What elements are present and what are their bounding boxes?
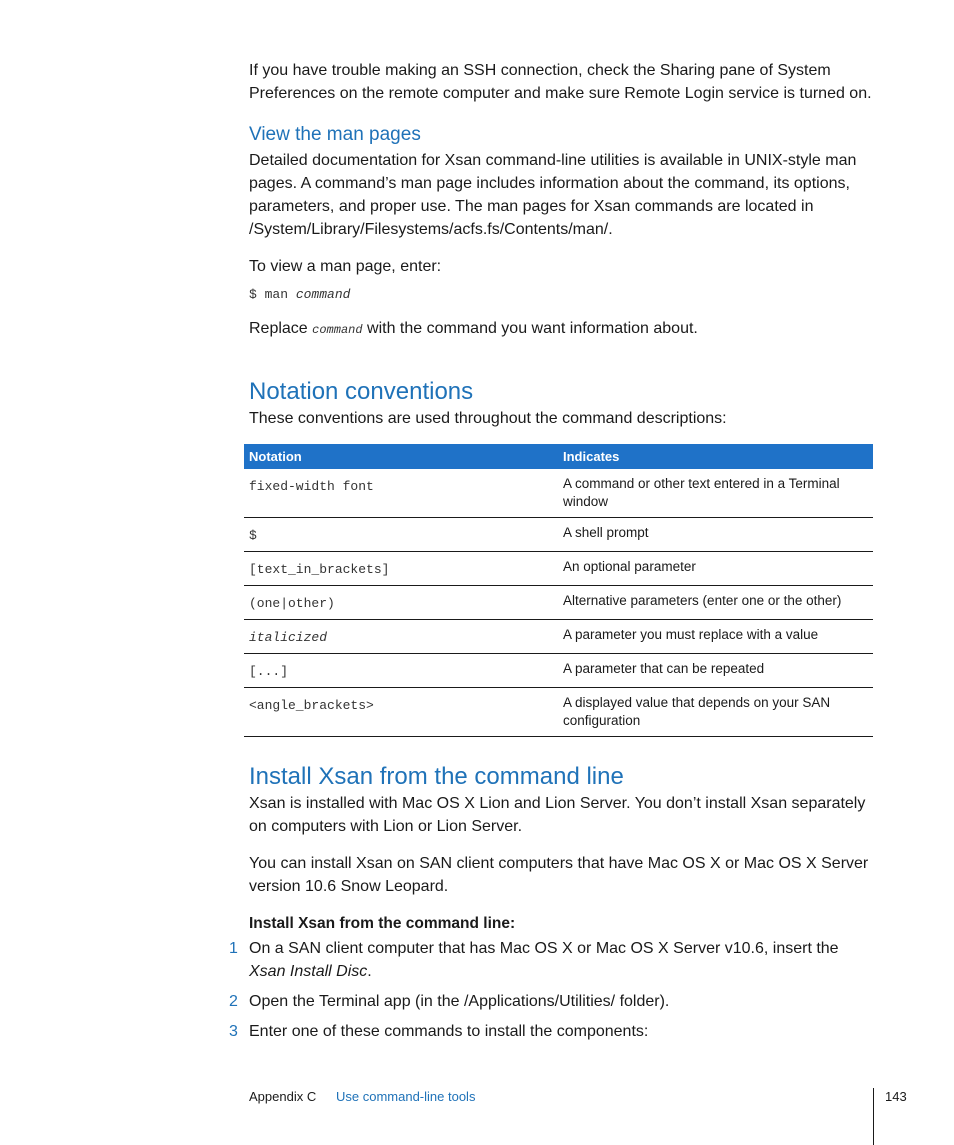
notation-cell: fixed-width font: [244, 469, 558, 518]
man-pages-paragraph: Detailed documentation for Xsan command-line utilities is available in UNIX-style man pages. A command’s man page includes information about the command, its options, parameters, and proper use. The man pages for Xsan commands are located in /System/Library/Filesystems/acfs.fs/Contents/man/.: [249, 152, 857, 238]
install-paragraph-2: You can install Xsan on SAN client computers that have Mac OS X or Mac OS X Server version 10.6 Snow Leopard.: [249, 855, 869, 895]
steps-heading: Install Xsan from the command line:: [249, 915, 516, 932]
step-1-text: [249, 937, 879, 983]
man-pages-heading: View the man pages: [249, 124, 421, 145]
view-man-page-label: To view a man page, enter:: [249, 258, 442, 275]
step-number-3: 3: [229, 1023, 238, 1040]
notation-cell: (one|other): [244, 586, 558, 620]
table-row: [244, 518, 873, 552]
indicates-cell: A parameter that can be repeated: [558, 654, 873, 688]
table-row: [244, 620, 873, 654]
step-1-main: On a SAN client computer that has Mac OS X or Mac OS X Server v10.6, insert the: [249, 940, 839, 957]
notation-cell: [...]: [244, 654, 558, 688]
replace-before: Replace: [249, 320, 313, 337]
conventions-intro: These conventions are used throughout the command descriptions:: [249, 410, 727, 427]
indicates-cell: An optional parameter: [558, 552, 873, 586]
column-header-indicates: Indicates: [558, 444, 873, 469]
step-number-2: 2: [229, 993, 238, 1010]
footer-appendix: Appendix C: [249, 1089, 317, 1104]
replace-code: command: [312, 323, 363, 337]
table-row: [244, 469, 873, 518]
table-row: [244, 654, 873, 688]
step-1-disc-name: Xsan Install Disc: [249, 963, 368, 980]
indicates-cell: A parameter you must replace with a value: [558, 620, 873, 654]
page-number: 143: [885, 1089, 907, 1104]
indicates-cell: A shell prompt: [558, 518, 873, 552]
notation-table: [244, 444, 873, 737]
table-header-row: [244, 444, 873, 469]
step-3-text: Enter one of these commands to install the components:: [249, 1023, 649, 1040]
man-command-example: [249, 287, 350, 302]
notation-conventions-heading: Notation conventions: [249, 378, 474, 405]
notation-cell: italicized: [244, 620, 558, 654]
replace-instruction: [249, 317, 698, 342]
step-1-end: .: [367, 963, 372, 980]
table-row: [244, 688, 873, 737]
footer-chapter-link[interactable]: Use command-line tools: [336, 1089, 476, 1104]
footer-divider: [873, 1088, 874, 1145]
notation-cell: $: [244, 518, 558, 552]
code-prefix: $ man: [249, 287, 296, 302]
table-row: [244, 552, 873, 586]
indicates-cell: A command or other text entered in a Terminal window: [558, 469, 873, 518]
notation-cell: <angle_brackets>: [244, 688, 558, 737]
code-argument: command: [295, 287, 351, 302]
indicates-cell: Alternative parameters (enter one or the other): [558, 586, 873, 620]
step-number-1: 1: [229, 940, 238, 957]
notation-cell: [text_in_brackets]: [244, 552, 558, 586]
intro-paragraph: If you have trouble making an SSH connection, check the Sharing pane of System Preferences on the remote computer and make sure Remote Login service is turned on.: [249, 62, 872, 102]
column-header-notation: Notation: [244, 444, 558, 469]
install-heading: Install Xsan from the command line: [249, 763, 624, 790]
step-2-text: Open the Terminal app (in the /Applications/Utilities/ folder).: [249, 993, 670, 1010]
table-row: [244, 586, 873, 620]
indicates-cell: A displayed value that depends on your SAN configuration: [558, 688, 873, 737]
replace-after: with the command you want information about.: [362, 320, 698, 337]
install-paragraph-1: Xsan is installed with Mac OS X Lion and Lion Server. You don’t install Xsan separately on computers with Lion or Lion Server.: [249, 795, 866, 835]
